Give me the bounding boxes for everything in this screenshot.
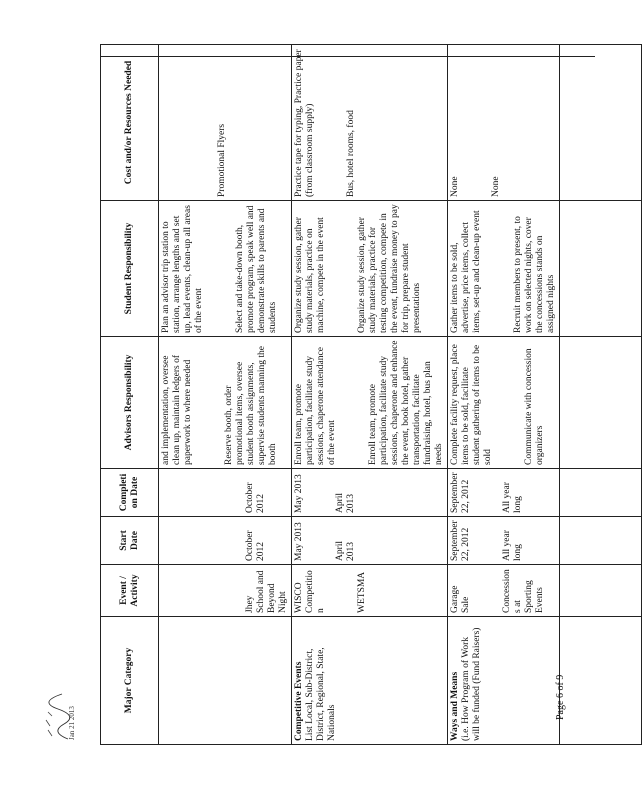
advisers-responsibility-cell	[560, 337, 642, 469]
received-stamp-icon	[40, 689, 75, 744]
completion-date-cell: September 22, 2012 All year long	[448, 469, 560, 517]
student-responsibility-cell: Gather items to be sold, advertise, price items, collect items, set-up and clean-up event Recruit members to present, to work on selected nights, cover the concessions stands on assigned nights	[448, 201, 560, 337]
table-row	[448, 45, 560, 745]
event-cell	[560, 565, 642, 617]
student-responsibility-cell: Organize study session, gather study materials, practice on machine, compete in the event Organize study session, gather study materials, practice for testing competition, compete in the event, fundraise money to pay for trip, prepare student presentations	[292, 201, 448, 337]
advisers-responsibility-cell: Enroll team, promote participation, facilitate study sessions, chaperone attendance of the event Enroll team, promote participation, facilitate study sessions, chaperone and enhance the event, book hotel, gather transportation, facilitate fundraising, hotel, bus plan needs	[292, 337, 448, 469]
cost-cell	[560, 45, 642, 201]
table-row	[292, 45, 448, 745]
header-student-responsibility: Student Responsibility	[101, 201, 159, 337]
start-date-cell: May 2013 April 2013	[292, 517, 448, 565]
header-cost-resources: Cost and/or Resources Needed	[101, 45, 159, 201]
header-start-date: Start Date	[101, 517, 159, 565]
category-cell: Ways and Means (i.e. How Program of Work will be funded (Fund Raisers)	[448, 617, 560, 745]
svg-text:Jan 21 2013: Jan 21 2013	[68, 706, 76, 740]
event-cell: WISCO Competition WETSMA	[292, 565, 448, 617]
start-date-cell: September 22, 2012 All year long	[448, 517, 560, 565]
category-cell	[159, 617, 292, 745]
cost-cell: Practice tape for typing, Practice paper (from classroom supply) Bus, hotel rooms, food	[292, 45, 448, 201]
category-cell	[560, 617, 642, 745]
completion-date-cell: May 2013 April 2013	[292, 469, 448, 517]
header-event-activity: Event / Activity	[101, 565, 159, 617]
student-responsibility-cell	[560, 201, 642, 337]
event-cell: Jhey School and Beyond Night	[159, 565, 292, 617]
start-date-cell: October 2012	[159, 517, 292, 565]
completion-date-cell: October 2012	[159, 469, 292, 517]
program-of-work-table	[100, 44, 642, 745]
page-number: Page 6 of 9	[555, 674, 566, 720]
header-completion-date: Completion Date	[101, 469, 159, 517]
advisers-responsibility-cell: Complete facility request, place items to be sold, facilitate student gathering of items to be sold Communicate with concession organizers	[448, 337, 560, 469]
advisers-responsibility-cell: and implementation, oversee clean up, maintain ledgers of paperwork to where needed Reserve booth, order promotional items, oversee student booth assignments, supervise students manning the booth	[159, 337, 292, 469]
header-advisers-responsibility: Advisors Responsibility	[101, 337, 159, 469]
rotated-table-wrapper	[100, 45, 600, 745]
event-cell: Garage Sale Concessions at Sporting Events	[448, 565, 560, 617]
header-major-category: Major Category	[101, 617, 159, 745]
table-row	[159, 45, 292, 745]
completion-date-cell	[560, 469, 642, 517]
start-date-cell	[560, 517, 642, 565]
cost-cell: Promotional Flyers	[159, 45, 292, 201]
cost-cell: None None	[448, 45, 560, 201]
table-header-row	[101, 45, 159, 745]
table-row-empty	[560, 45, 642, 745]
category-cell: Competitive Events List Local, Sub-District, District, Regional, State, Nationals	[292, 617, 448, 745]
student-responsibility-cell: Plan an advisor trip station to station, arrange lengths and set up, lead events, clean-up all areas of the event Select and take-down booth, promote program, speak well and demonstrate skills to parents and students	[159, 201, 292, 337]
